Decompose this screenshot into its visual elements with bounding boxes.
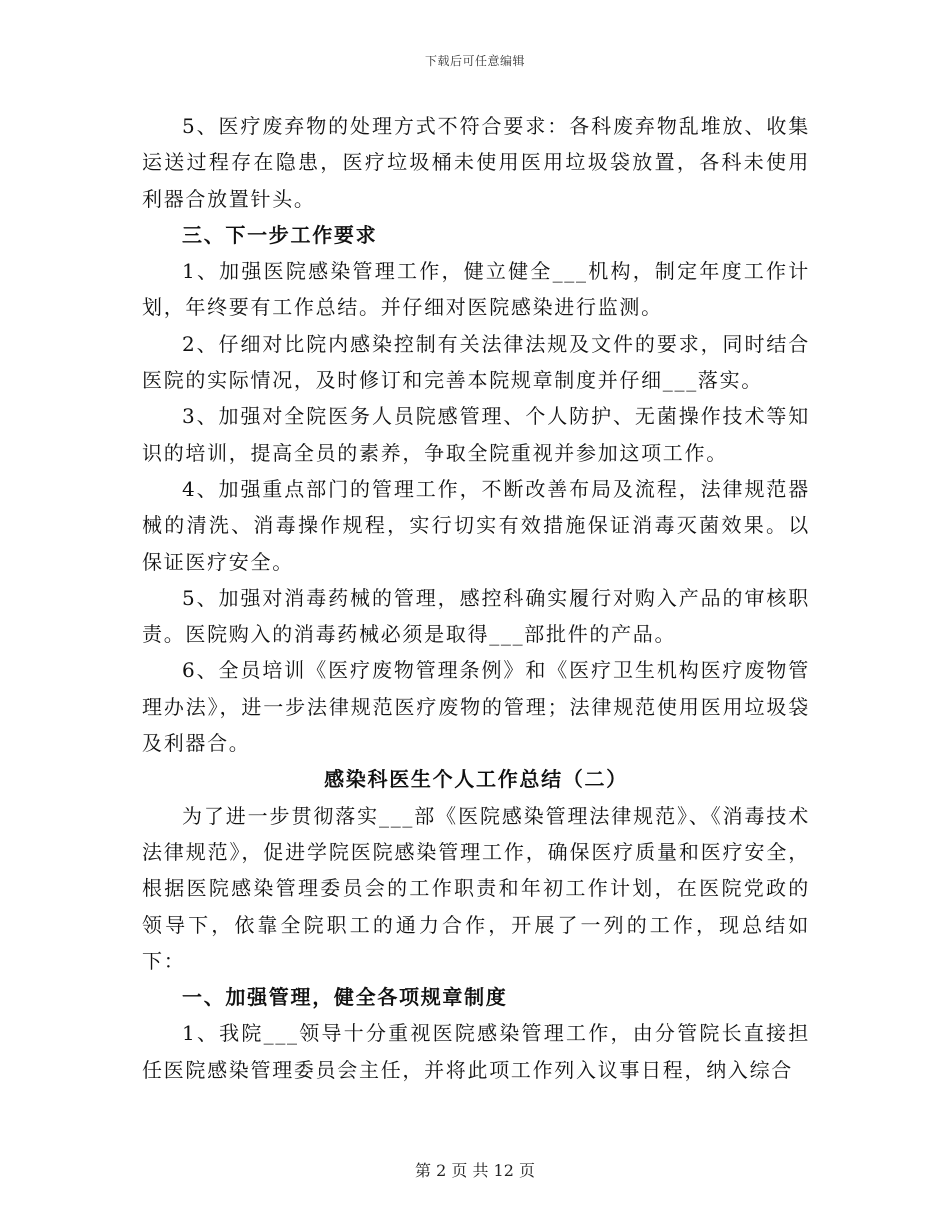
paragraph-waste-handling: 5、医疗废弃物的处理方式不符合要求：各科废弃物乱堆放、收集运送过程存在隐患，医疗垃圾桶未使用医用垃圾袋放置，各科未使用利器合放置针头。 <box>142 114 810 211</box>
document-body <box>142 108 810 1088</box>
paragraph-item-2: 2、仔细对比院内感染控制有关法律法规及文件的要求，同时结合医院的实际情况，及时修订和完善本院规章制度并仔细___落实。 <box>142 331 810 393</box>
paragraph-item-5: 5、加强对消毒药械的管理，感控科确实履行对购入产品的审核职责。医院购入的消毒药械必须是取得___部批件的产品。 <box>142 585 810 647</box>
section-heading-next-steps: 三、下一步工作要求 <box>182 222 378 247</box>
paragraph-item-4: 4、加强重点部门的管理工作，不断改善布局及流程，法律规范器械的清洗、消毒操作规程，实行切实有效措施保证消毒灭菌效果。以保证医疗安全。 <box>142 476 810 574</box>
document-title-part-2: 感染科医生个人工作总结（二） <box>324 767 628 792</box>
section-heading-management: 一、加强管理，健全各项规章制度 <box>182 985 508 1010</box>
page-header: 下载后可任意编辑 <box>424 54 525 68</box>
paragraph-introduction: 为了进一步贯彻落实___部《医院感染管理法律规范》、《消毒技术法律规范》，促进学院医院感染管理工作，确保医疗质量和医疗安全，根据医院感染管理委员会的工作职责和年初工作计划，在医院党政的领导下，依靠全院职工的通力合作，开展了一列的工作，现总结如下： <box>142 803 810 973</box>
page-number: 第 2 页 共 12 页 <box>415 1161 535 1180</box>
paragraph-item-3: 3、加强对全院医务人员院感管理、个人防护、无菌操作技术等知识的培训，提高全员的素养，争取全院重视并参加这项工作。 <box>142 404 810 465</box>
paragraph-item-6: 6、全员培训《医疗废物管理条例》和《医疗卫生机构医疗废物管理办法》，进一步法律规范医疗废物的管理；法律规范使用医用垃圾袋及利器合。 <box>142 658 810 756</box>
paragraph-item-1: 1、加强医院感染管理工作，健立健全___机构，制定年度工作计划，年终要有工作总结。并仔细对医院感染进行监测。 <box>142 259 810 320</box>
paragraph-management-item-1: 1、我院___领导十分重视医院感染管理工作，由分管院长直接担任医院感染管理委员会主任，并将此项工作列入议事日程，纳入综合 <box>142 1021 810 1082</box>
